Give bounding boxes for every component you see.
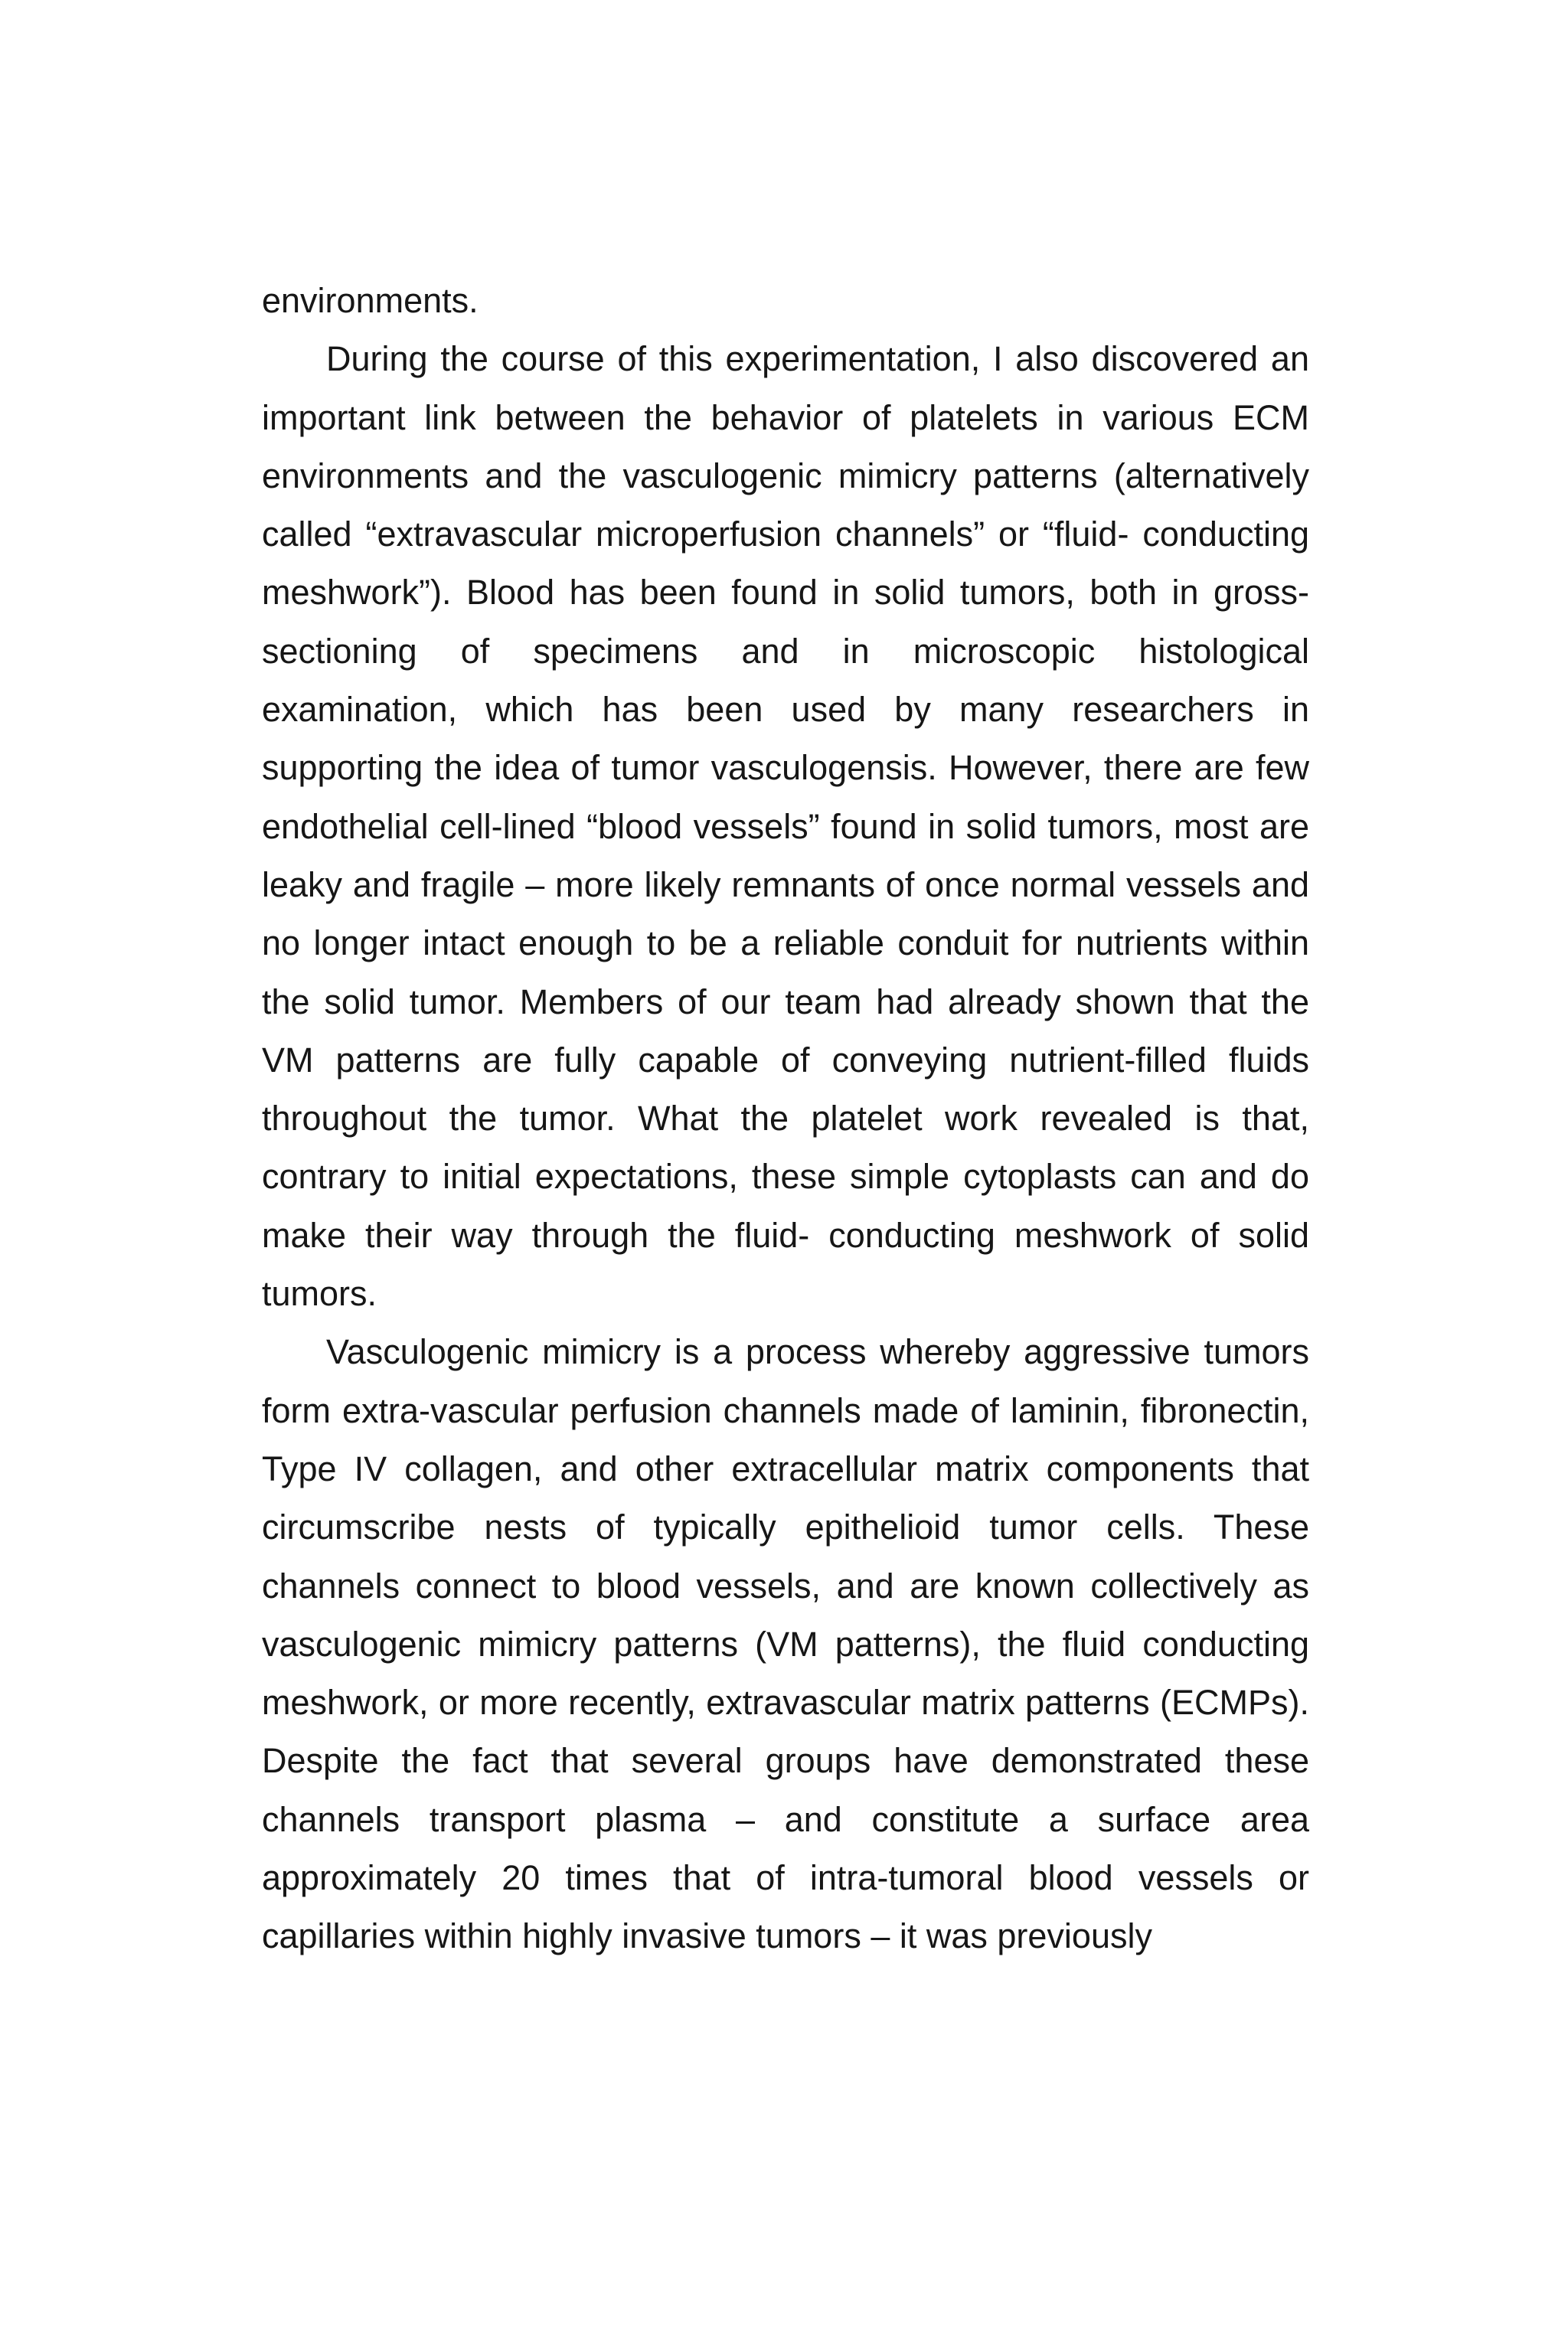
paragraph-continued: environments. <box>262 281 479 320</box>
paragraph-platelet-vm-link: During the course of this experimentation, I also discovered an important link between the behavior of platelets in various ECM environments and the vasculogenic mimicry patterns (alternatively called “extravascular microperfusion channels” or “fluid- conducting meshwork”). Blood has been found in solid tumors, both in gross-sectioning of specimens and in microscopic histological examination, which has been used by many researchers in supporting the idea of tumor vasculogensis. However, there are few endothelial cell-lined “blood vessels” found in solid tumors, most are leaky and fragile – more likely remnants of once normal vessels and no longer intact enough to be a reliable conduit for nutrients within the solid tumor. Members of our team had already shown that the VM patterns are fully capable of conveying nutrient-filled fluids throughout the tumor. What the platelet work revealed is that, contrary to initial expectations, these simple cytoplasts can and do make their way through the fluid- conducting meshwork of solid tumors. <box>262 339 1309 1314</box>
body-text <box>262 272 1309 1966</box>
paragraph-vasculogenic-mimicry: Vasculogenic mimicry is a process whereby aggressive tumors form extra-vascular perfusion channels made of laminin, fibronectin, Type IV collagen, and other extracellular matrix components that circumscribe nests of typically epithelioid tumor cells. These channels connect to blood vessels, and are known collectively as vasculogenic mimicry patterns (VM patterns), the fluid conducting meshwork, or more recently, extravascular matrix patterns (ECMPs). Despite the fact that several groups have demonstrated these channels transport plasma – and constitute a surface area approximately 20 times that of intra-tumoral blood vessels or capillaries within highly invasive tumors – it was previously <box>262 1332 1309 1956</box>
